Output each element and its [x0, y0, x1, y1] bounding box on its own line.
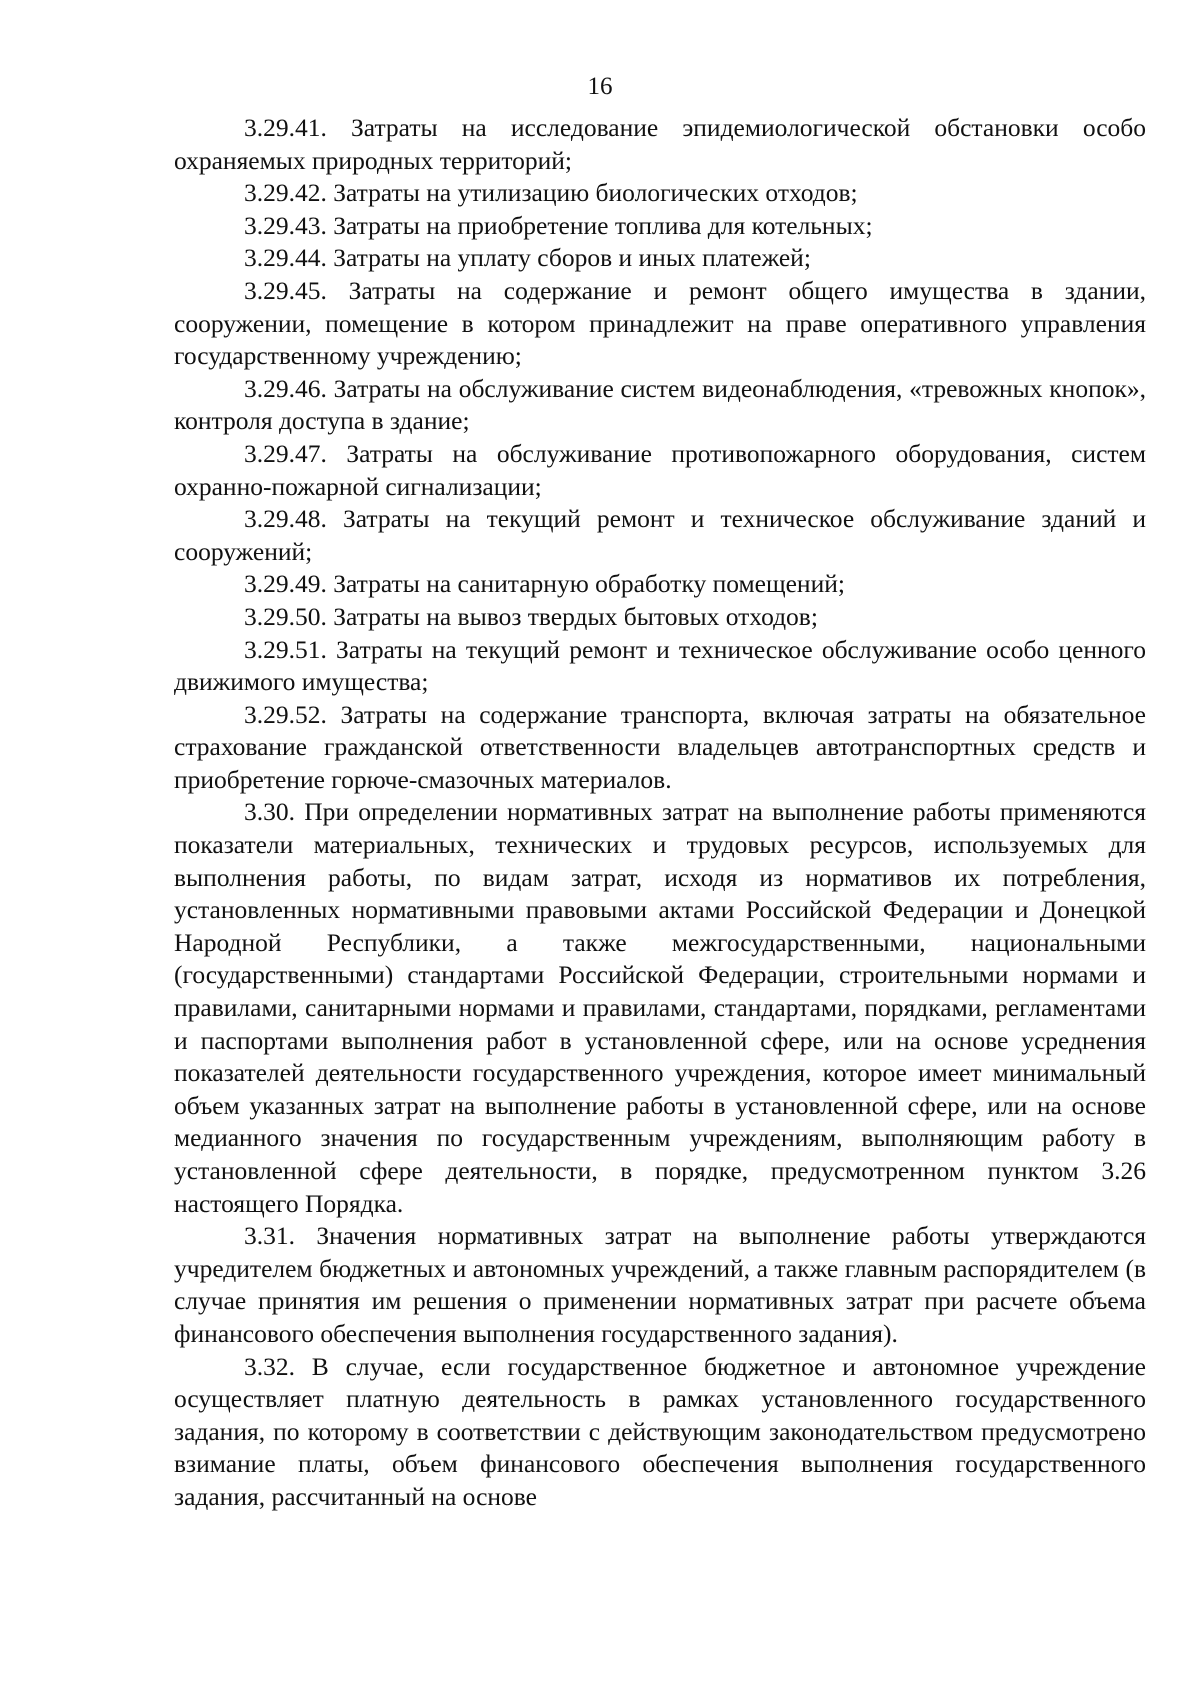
- page-number: 16: [587, 73, 613, 100]
- paragraph-3-29-50: 3.29.50. Затраты на вывоз твердых бытовых отходов;: [244, 601, 818, 631]
- paragraph-3-29-44: 3.29.44. Затраты на уплату сборов и иных платежей;: [244, 243, 811, 273]
- paragraph-3-29-42: 3.29.42. Затраты на утилизацию биологических отходов;: [244, 178, 858, 208]
- paragraph-3-29-49: 3.29.49. Затраты на санитарную обработку помещений;: [244, 569, 845, 599]
- paragraph-3-30: 3.30. При определении нормативных затрат на выполнение работы применяются показатели материальных, технических и трудовых ресурсов, используемых для выполнения работы, по видам затрат, исходя из нормативов их потребления, установленных нормативными правовыми актами Российской Федерации и Донецкой Народной Республики, а также межгосударственными, национальными (государственными) стандартами Российской Федерации, строительными нормами и правилами, санитарными нормами и правилами, стандартами, порядками, регламентами и паспортами выполнения работ в установленной сфере, или на основе усреднения показателей деятельности государственного учреждения, которое имеет минимальный объем указанных затрат на выполнение работы в установленной сфере, или на основе медианного значения по государственным учреждениям, выполняющим работу в установленной сфере деятельности, в порядке, предусмотренном пунктом 3.26 настоящего Порядка.: [174, 797, 1146, 1218]
- paragraph-3-29-41: 3.29.41. Затраты на исследование эпидемиологической обстановки особо охраняемых природных территорий;: [174, 113, 1146, 175]
- paragraph-3-29-46: 3.29.46. Затраты на обслуживание систем видеонаблюдения, «тревожных кнопок», контроля доступа в здание;: [174, 373, 1146, 436]
- paragraph-3-29-52: 3.29.52. Затраты на содержание транспорта, включая затраты на обязательное страхование гражданской ответственности владельцев автотранспортных средств и приобретение горюче-смазочных материалов.: [174, 699, 1146, 794]
- paragraph-3-29-48: 3.29.48. Затраты на текущий ремонт и техническое обслуживание зданий и сооружений;: [174, 504, 1146, 566]
- paragraph-3-31: 3.31. Значения нормативных затрат на выполнение работы утверждаются учредителем бюджетных и автономных учреждений, а также главным распорядителем (в случае принятия им решения о применении нормативных затрат при расчете объема финансового обеспечения выполнения государственного задания).: [174, 1221, 1146, 1348]
- paragraph-3-29-51: 3.29.51. Затраты на текущий ремонт и техническое обслуживание особо ценного движимого имущества;: [174, 634, 1146, 697]
- paragraph-3-29-45: 3.29.45. Затраты на содержание и ремонт общего имущества в здании, сооружении, помещение в котором принадлежит на праве оперативного управления государственному учреждению;: [174, 275, 1146, 371]
- paragraph-3-32: 3.32. В случае, если государственное бюджетное и автономное учреждение осуществляет платную деятельность в рамках установленного государственного задания, по которому в соответствии с действующим законодательством предусмотрено взимание платы, объем финансового обеспечения выполнения государственного задания, рассчитанный на основе: [174, 1351, 1146, 1511]
- paragraph-3-29-43: 3.29.43. Затраты на приобретение топлива для котельных;: [244, 210, 873, 240]
- paragraph-3-29-47: 3.29.47. Затраты на обслуживание противопожарного оборудования, систем охранно-пожарной сигнализации;: [174, 438, 1146, 501]
- document-body: [174, 112, 1146, 1514]
